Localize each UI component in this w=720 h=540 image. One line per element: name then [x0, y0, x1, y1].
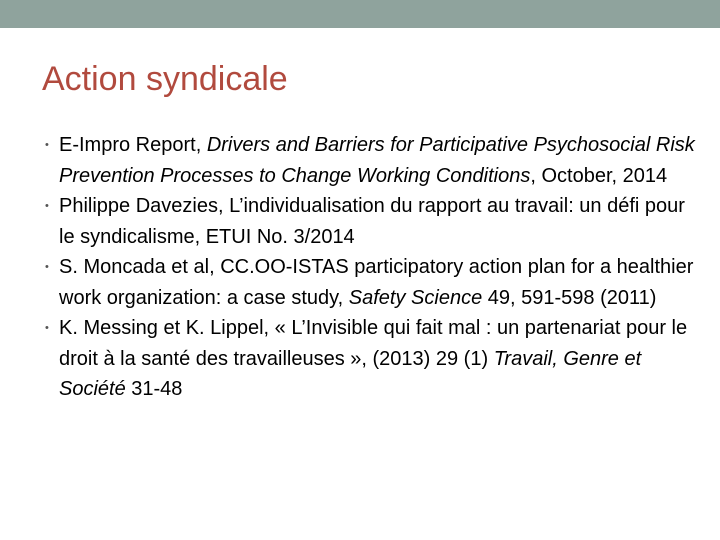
reference-list	[45, 130, 695, 405]
slide-title: Action syndicale	[42, 60, 288, 98]
reference-item-4	[45, 313, 695, 405]
reference-text: S. Moncada et al, CC.OO-ISTAS participatory action plan for a healthier work organization: a case study, Safety Science 49, 591-598 (2011)	[59, 256, 694, 309]
bullet-dot-icon: •	[45, 322, 49, 334]
top-accent-bar	[0, 0, 720, 28]
reference-text: K. Messing et K. Lippel, « L’Invisible qui fait mal : un partenariat pour le droit à la santé des travailleuses », (2013) 29 (1) Travail, Genre et Société 31-48	[59, 317, 688, 400]
reference-text: E-Impro Report, Drivers and Barriers for Participative Psychosocial Risk Prevention Processes to Change Working Conditions, October, 2014	[59, 134, 695, 187]
reference-item-2	[45, 191, 695, 252]
reference-item-1	[45, 130, 695, 191]
reference-item-3	[45, 252, 695, 313]
bullet-dot-icon: •	[45, 200, 49, 212]
reference-text: Philippe Davezies, L’individualisation du rapport au travail: un défi pour le syndicalisme, ETUI No. 3/2014	[59, 195, 685, 248]
bullet-dot-icon: •	[45, 261, 49, 273]
bullet-dot-icon: •	[45, 139, 49, 151]
